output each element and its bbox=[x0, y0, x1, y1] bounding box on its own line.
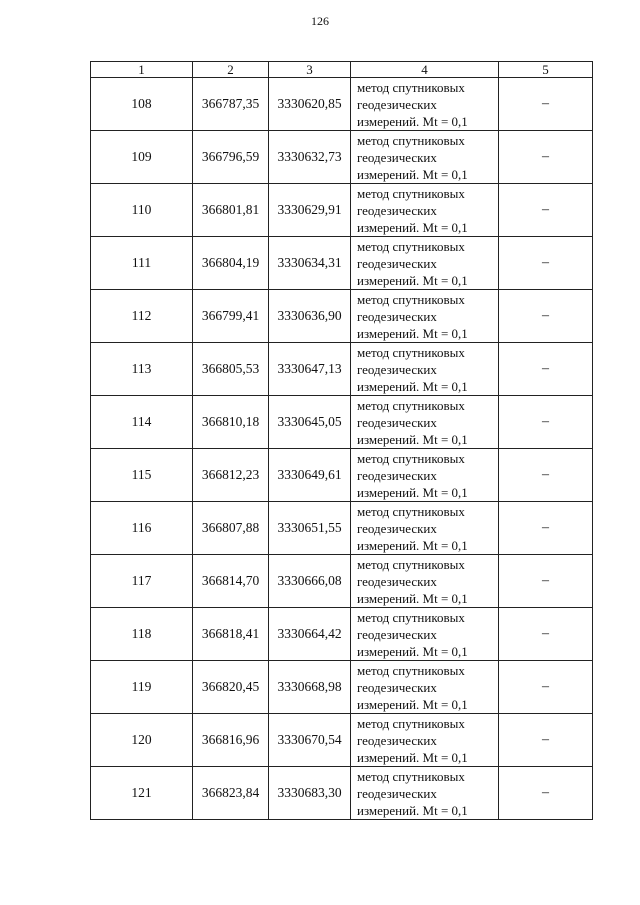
point-number-cell: 120 bbox=[91, 714, 193, 767]
table-row bbox=[91, 184, 593, 237]
method-cell bbox=[351, 78, 499, 131]
table-row bbox=[91, 555, 593, 608]
method-cell bbox=[351, 237, 499, 290]
y-coordinate-cell: 3330632,73 bbox=[269, 131, 351, 184]
method-line-2: геодезических bbox=[357, 785, 437, 801]
x-coordinate-cell: 366820,45 bbox=[193, 661, 269, 714]
point-number-cell: 111 bbox=[91, 237, 193, 290]
x-coordinate-cell: 366818,41 bbox=[193, 608, 269, 661]
method-line-3: измерений. Mt = 0,1 bbox=[357, 537, 468, 553]
x-coordinate-cell: 366814,70 bbox=[193, 555, 269, 608]
point-number-cell: 118 bbox=[91, 608, 193, 661]
method-line-1: метод спутниковых bbox=[357, 185, 465, 201]
method-line-2: геодезических bbox=[357, 679, 437, 695]
y-coordinate-cell: 3330636,90 bbox=[269, 290, 351, 343]
method-line-3: измерений. Mt = 0,1 bbox=[357, 696, 468, 712]
method-cell bbox=[351, 661, 499, 714]
method-line-1: метод спутниковых bbox=[357, 450, 465, 466]
method-line-2: геодезических bbox=[357, 414, 437, 430]
y-coordinate-cell: 3330620,85 bbox=[269, 78, 351, 131]
table-row bbox=[91, 131, 593, 184]
header-col-2: 2 bbox=[193, 62, 269, 78]
method-line-2: геодезических bbox=[357, 255, 437, 271]
x-coordinate-cell: 366805,53 bbox=[193, 343, 269, 396]
method-line-3: измерений. Mt = 0,1 bbox=[357, 802, 468, 818]
column-5-cell: – bbox=[499, 343, 593, 396]
table-row bbox=[91, 714, 593, 767]
method-line-2: геодезических bbox=[357, 626, 437, 642]
method-line-1: метод спутниковых bbox=[357, 662, 465, 678]
point-number-cell: 116 bbox=[91, 502, 193, 555]
method-line-3: измерений. Mt = 0,1 bbox=[357, 484, 468, 500]
table-row bbox=[91, 290, 593, 343]
y-coordinate-cell: 3330670,54 bbox=[269, 714, 351, 767]
table-header bbox=[91, 62, 593, 78]
x-coordinate-cell: 366801,81 bbox=[193, 184, 269, 237]
column-5-cell: – bbox=[499, 767, 593, 820]
page-number: 126 bbox=[311, 14, 329, 28]
x-coordinate-cell: 366807,88 bbox=[193, 502, 269, 555]
column-5-cell: – bbox=[499, 237, 593, 290]
header-row bbox=[91, 62, 593, 78]
method-cell bbox=[351, 608, 499, 661]
table-body bbox=[91, 78, 593, 820]
method-line-1: метод спутниковых bbox=[357, 503, 465, 519]
x-coordinate-cell: 366799,41 bbox=[193, 290, 269, 343]
method-line-1: метод спутниковых bbox=[357, 556, 465, 572]
column-5-cell: – bbox=[499, 290, 593, 343]
method-line-1: метод спутниковых bbox=[357, 715, 465, 731]
method-line-3: измерений. Mt = 0,1 bbox=[357, 272, 468, 288]
x-coordinate-cell: 366812,23 bbox=[193, 449, 269, 502]
point-number-cell: 117 bbox=[91, 555, 193, 608]
method-line-3: измерений. Mt = 0,1 bbox=[357, 378, 468, 394]
method-line-2: геодезических bbox=[357, 732, 437, 748]
x-coordinate-cell: 366796,59 bbox=[193, 131, 269, 184]
point-number-cell: 113 bbox=[91, 343, 193, 396]
point-number-cell: 114 bbox=[91, 396, 193, 449]
y-coordinate-cell: 3330668,98 bbox=[269, 661, 351, 714]
x-coordinate-cell: 366810,18 bbox=[193, 396, 269, 449]
column-5-cell: – bbox=[499, 131, 593, 184]
method-line-3: измерений. Mt = 0,1 bbox=[357, 166, 468, 182]
y-coordinate-cell: 3330683,30 bbox=[269, 767, 351, 820]
table-row bbox=[91, 343, 593, 396]
point-number-cell: 119 bbox=[91, 661, 193, 714]
method-cell bbox=[351, 555, 499, 608]
method-line-1: метод спутниковых bbox=[357, 79, 465, 95]
column-5-cell: – bbox=[499, 661, 593, 714]
method-cell bbox=[351, 343, 499, 396]
point-number-cell: 108 bbox=[91, 78, 193, 131]
y-coordinate-cell: 3330649,61 bbox=[269, 449, 351, 502]
column-5-cell: – bbox=[499, 608, 593, 661]
header-col-4: 4 bbox=[351, 62, 499, 78]
x-coordinate-cell: 366804,19 bbox=[193, 237, 269, 290]
table-row bbox=[91, 661, 593, 714]
method-line-2: геодезических bbox=[357, 149, 437, 165]
table-row bbox=[91, 237, 593, 290]
point-number-cell: 110 bbox=[91, 184, 193, 237]
point-number-cell: 121 bbox=[91, 767, 193, 820]
column-5-cell: – bbox=[499, 396, 593, 449]
method-cell bbox=[351, 290, 499, 343]
method-line-2: геодезических bbox=[357, 96, 437, 112]
method-cell bbox=[351, 449, 499, 502]
column-5-cell: – bbox=[499, 78, 593, 131]
x-coordinate-cell: 366787,35 bbox=[193, 78, 269, 131]
method-cell bbox=[351, 131, 499, 184]
point-number-cell: 109 bbox=[91, 131, 193, 184]
table-row bbox=[91, 502, 593, 555]
y-coordinate-cell: 3330666,08 bbox=[269, 555, 351, 608]
method-line-1: метод спутниковых bbox=[357, 132, 465, 148]
header-col-5: 5 bbox=[499, 62, 593, 78]
method-line-3: измерений. Mt = 0,1 bbox=[357, 113, 468, 129]
y-coordinate-cell: 3330645,05 bbox=[269, 396, 351, 449]
method-line-3: измерений. Mt = 0,1 bbox=[357, 749, 468, 765]
point-number-cell: 115 bbox=[91, 449, 193, 502]
method-line-2: геодезических bbox=[357, 520, 437, 536]
table-row bbox=[91, 767, 593, 820]
table-row bbox=[91, 608, 593, 661]
method-cell bbox=[351, 184, 499, 237]
column-5-cell: – bbox=[499, 502, 593, 555]
method-line-1: метод спутниковых bbox=[357, 609, 465, 625]
method-line-2: геодезических bbox=[357, 361, 437, 377]
y-coordinate-cell: 3330651,55 bbox=[269, 502, 351, 555]
method-line-1: метод спутниковых bbox=[357, 291, 465, 307]
method-line-1: метод спутниковых bbox=[357, 238, 465, 254]
method-cell bbox=[351, 502, 499, 555]
method-line-3: измерений. Mt = 0,1 bbox=[357, 431, 468, 447]
x-coordinate-cell: 366823,84 bbox=[193, 767, 269, 820]
x-coordinate-cell: 366816,96 bbox=[193, 714, 269, 767]
column-5-cell: – bbox=[499, 184, 593, 237]
table-row bbox=[91, 78, 593, 131]
coordinates-table bbox=[90, 61, 593, 820]
method-cell bbox=[351, 396, 499, 449]
method-cell bbox=[351, 767, 499, 820]
column-5-cell: – bbox=[499, 555, 593, 608]
method-line-3: измерений. Mt = 0,1 bbox=[357, 325, 468, 341]
method-line-1: метод спутниковых bbox=[357, 344, 465, 360]
table-row bbox=[91, 449, 593, 502]
method-line-1: метод спутниковых bbox=[357, 768, 465, 784]
method-line-3: измерений. Mt = 0,1 bbox=[357, 590, 468, 606]
y-coordinate-cell: 3330629,91 bbox=[269, 184, 351, 237]
method-line-2: геодезических bbox=[357, 202, 437, 218]
method-line-2: геодезических bbox=[357, 467, 437, 483]
header-col-1: 1 bbox=[91, 62, 193, 78]
column-5-cell: – bbox=[499, 449, 593, 502]
method-line-3: измерений. Mt = 0,1 bbox=[357, 219, 468, 235]
y-coordinate-cell: 3330664,42 bbox=[269, 608, 351, 661]
table-row bbox=[91, 396, 593, 449]
method-line-2: геодезических bbox=[357, 308, 437, 324]
point-number-cell: 112 bbox=[91, 290, 193, 343]
method-line-1: метод спутниковых bbox=[357, 397, 465, 413]
column-5-cell: – bbox=[499, 714, 593, 767]
method-cell bbox=[351, 714, 499, 767]
method-line-2: геодезических bbox=[357, 573, 437, 589]
header-col-3: 3 bbox=[269, 62, 351, 78]
y-coordinate-cell: 3330647,13 bbox=[269, 343, 351, 396]
method-line-3: измерений. Mt = 0,1 bbox=[357, 643, 468, 659]
y-coordinate-cell: 3330634,31 bbox=[269, 237, 351, 290]
